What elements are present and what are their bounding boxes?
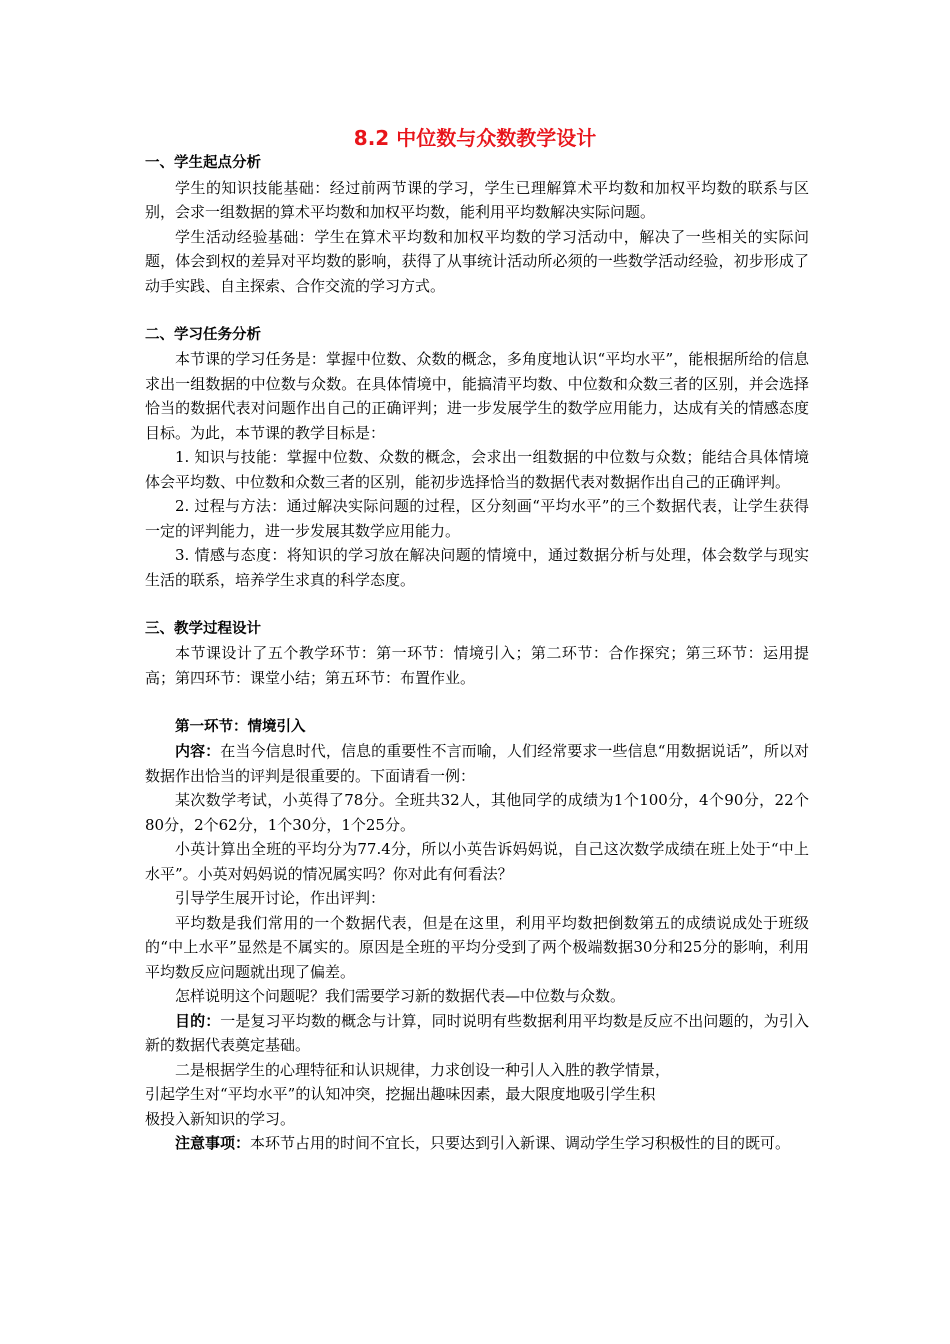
step1-purpose [145, 1009, 809, 1058]
content-text: 在当今信息时代，信息的重要性不言而喻，人们经常要求一些信息“用数据说话”，所以对数据作出恰当的评判是很重要的。下面请看一例： [145, 742, 809, 785]
paragraph-guide-discussion: 引导学生展开讨论，作出评判： [175, 889, 386, 907]
spacer [145, 592, 809, 617]
spacer [145, 690, 809, 715]
goal-emotion-attitude: 3. 情感与态度：将知识的学习放在解决问题的情境中，通过数据分析与处理，体会数学与现实生活的联系，培养学生求真的科学态度。 [145, 546, 809, 589]
document-title: 8.2 中位数与众数教学设计 [353, 126, 597, 150]
note-label: 注意事项： [175, 1134, 251, 1152]
content-label: 内容： [175, 742, 221, 760]
paragraph-exam-example: 某次数学考试，小英得了78分。全班共32人，其他同学的成绩为1个100分，4个90分，22个80分，2个62分，1个30分，1个25分。 [145, 791, 809, 834]
paragraph-knowledge-base: 学生的知识技能基础：经过前两节课的学习，学生已理解算术平均数和加权平均数的联系与区别，会求一组数据的算术平均数和加权平均数，能利用平均数解决实际问题。 [145, 178, 809, 221]
paragraph-five-steps: 本节课设计了五个教学环节：第一环节：情境引入；第二环节：合作探究；第三环节：运用提高；第四环节：课堂小结；第五环节：布置作业。 [145, 644, 809, 687]
step1-heading: 第一环节：情境引入 [175, 718, 306, 735]
paragraph-task: 本节课的学习任务是：掌握中位数、众数的概念，多角度地认识“平均水平”，能根据所给的信息求出一组数据的中位数与众数。在具体情境中，能搞清平均数、中位数和众数三者的区别，并会选择恰当的数据代表对问题作出自己的正确评判；进一步发展学生的数学应用能力，达成有关的情感态度目标。为此，本节课的教学目标是： [145, 350, 809, 442]
section-heading-task-analysis: 二、学习任务分析 [145, 326, 261, 343]
paragraph-second-purpose-line2: 引起学生对“平均水平”的认知冲突，挖掘出趣味因素，最大限度地吸引学生积 [145, 1085, 656, 1103]
section-heading-student-analysis: 一、学生起点分析 [145, 155, 261, 171]
document-body [145, 151, 809, 1156]
paragraph-analysis: 平均数是我们常用的一个数据代表，但是在这里，利用平均数把倒数第五的成绩说成处于班级的“中上水平”显然是不属实的。原因是全班的平均分受到了两个极端数据30分和25分的影响，利用平均数反应问题就出现了偏差。 [145, 913, 809, 981]
section-heading-process-design: 三、教学过程设计 [145, 620, 261, 637]
paragraph-second-purpose-line3: 极投入新知识的学习。 [145, 1109, 296, 1128]
paragraph-how-to-explain: 怎样说明这个问题呢？我们需要学习新的数据代表—中位数与众数。 [175, 987, 626, 1005]
purpose-text: 一是复习平均数的概念与计算，同时说明有些数据利用平均数是反应不出问题的，为引入新的数据代表奠定基础。 [145, 1011, 809, 1054]
note-text: 本环节占用的时间不宜长，只要达到引入新课、调动学生学习积极性的目的既可。 [250, 1134, 791, 1152]
spacer [145, 298, 809, 323]
step1-content [145, 739, 809, 788]
step1-note [145, 1131, 809, 1156]
paragraph-activity-base: 学生活动经验基础：学生在算术平均数和加权平均数的学习活动中，解决了一些相关的实际问题，体会到权的差异对平均数的影响，获得了从事统计活动所必须的一些数学活动经验，初步形成了动手实践、自主探索、合作交流的学习方式。 [145, 227, 809, 295]
purpose-label: 目的： [175, 1011, 221, 1030]
goal-knowledge-skills: 1. 知识与技能：掌握中位数、众数的概念，会求出一组数据的中位数与众数；能结合具体情境体会平均数、中位数和众数三者的区别，能初步选择恰当的数据代表对数据作出自己的正确评判。 [145, 448, 809, 491]
paragraph-average-claim: 小英计算出全班的平均分为77.4分，所以小英告诉妈妈说，自己这次数学成绩在班上处于“中上水平”。小英对妈妈说的情况属实吗？你对此有何看法？ [145, 840, 809, 883]
paragraph-second-purpose-line1: 二是根据学生的心理特征和认识规律，力求创设一种引人入胜的教学情景， [175, 1060, 671, 1079]
goal-process-methods: 2. 过程与方法：通过解决实际问题的过程，区分刻画“平均水平”的三个数据代表，让学生获得一定的评判能力，进一步发展其数学应用能力。 [145, 497, 809, 540]
